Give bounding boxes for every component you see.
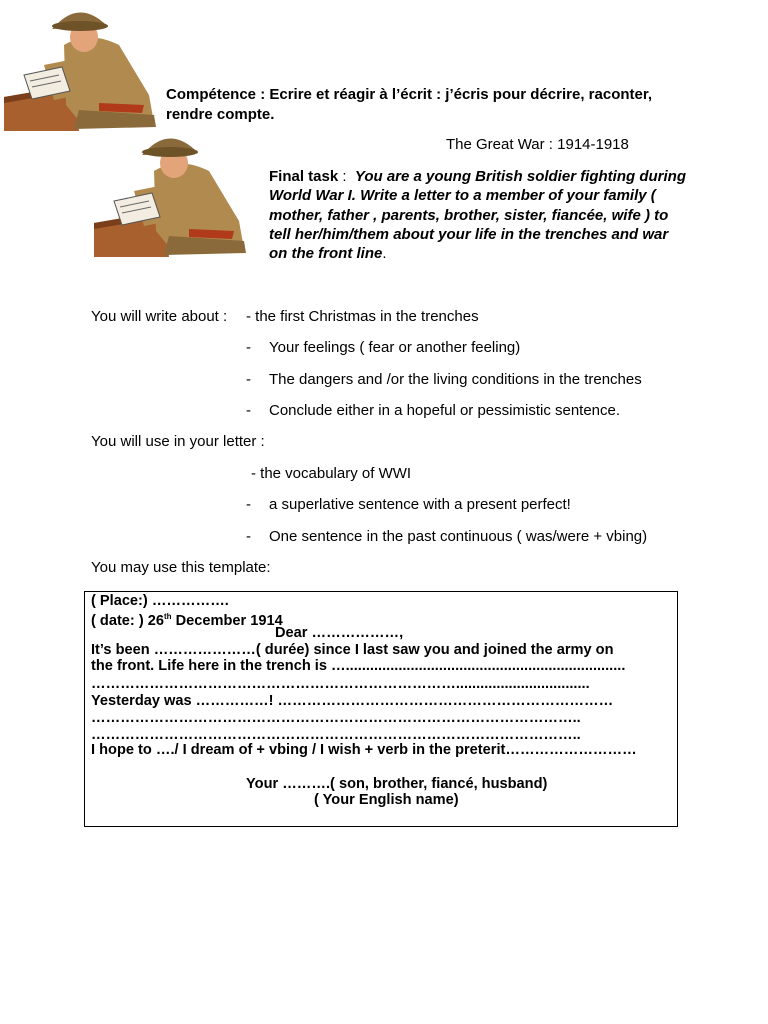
list-item: Your feelings ( fear or another feeling) xyxy=(269,339,521,356)
bullet-dash: - xyxy=(246,496,251,513)
soldier-writing-image xyxy=(93,131,249,257)
template-date xyxy=(91,608,283,630)
template-dear: Dear ………………, xyxy=(275,625,404,641)
template-line: I hope to …./ I dream of + vbing / I wish + verb in the preterit……………………… xyxy=(91,742,637,758)
template-name: ( Your English name) xyxy=(314,792,459,808)
letter-template-box xyxy=(84,591,678,827)
template-date-prefix: ( date: ) 26 xyxy=(91,613,164,629)
final-task xyxy=(269,167,689,263)
final-task-text: You are a young British soldier fighting during World War I. Write a letter to a member of your family ( mother, father , parents, brother, sister, fiancée, wife ) to tell her/him/them about your life in the trenches and war on the front line xyxy=(269,168,686,263)
template-line: ……………………………………………………………………………………….. xyxy=(91,710,581,726)
template-date-sup: th xyxy=(163,612,172,621)
bullet-dash: - xyxy=(246,528,251,545)
template-date-suffix: December 1914 xyxy=(171,613,283,629)
soldier-writing-image xyxy=(4,5,158,131)
list-item: - the first Christmas in the trenches xyxy=(246,308,479,325)
bullet-dash: - xyxy=(246,339,251,356)
list-item: Conclude either in a hopeful or pessimistic sentence. xyxy=(269,402,621,419)
template-line: Yesterday was ……………! …………………………………………………………… xyxy=(91,693,614,709)
list-item: One sentence in the past continuous ( was/were + vbing) xyxy=(269,528,648,545)
competence-heading: Compétence : Ecrire et réagir à l’écrit : j’écris pour décrire, raconter, rendre compte. xyxy=(166,86,653,123)
list-item: The dangers and /or the living conditions in the trenches xyxy=(269,371,642,388)
template-place: ( Place:) ……………. xyxy=(91,593,229,609)
final-task-end: . xyxy=(382,245,387,263)
list-item: - the vocabulary of WWI xyxy=(251,465,412,482)
template-line: …………………………………………………………………................................. xyxy=(91,676,590,692)
use-in-letter-intro: You will use in your letter : xyxy=(91,433,265,450)
bullet-dash: - xyxy=(246,371,251,388)
list-item: a superlative sentence with a present perfect! xyxy=(269,496,571,513)
template-signature: Your ……….( son, brother, fiancé, husband) xyxy=(246,776,548,792)
final-task-label: Final task xyxy=(269,168,339,185)
template-line: the front. Life here in the trench is …..................................................................... xyxy=(91,658,626,674)
final-task-separator: : xyxy=(338,168,355,185)
write-about-intro: You will write about : xyxy=(91,308,228,325)
template-line: It’s been …………………( durée) since I last saw you and joined the army on xyxy=(91,642,614,658)
bullet-dash: - xyxy=(246,402,251,419)
template-line: ……………………………………………………………………………………….. xyxy=(91,727,581,743)
template-intro: You may use this template: xyxy=(91,559,271,576)
subtitle: The Great War : 1914-1918 xyxy=(446,136,629,153)
